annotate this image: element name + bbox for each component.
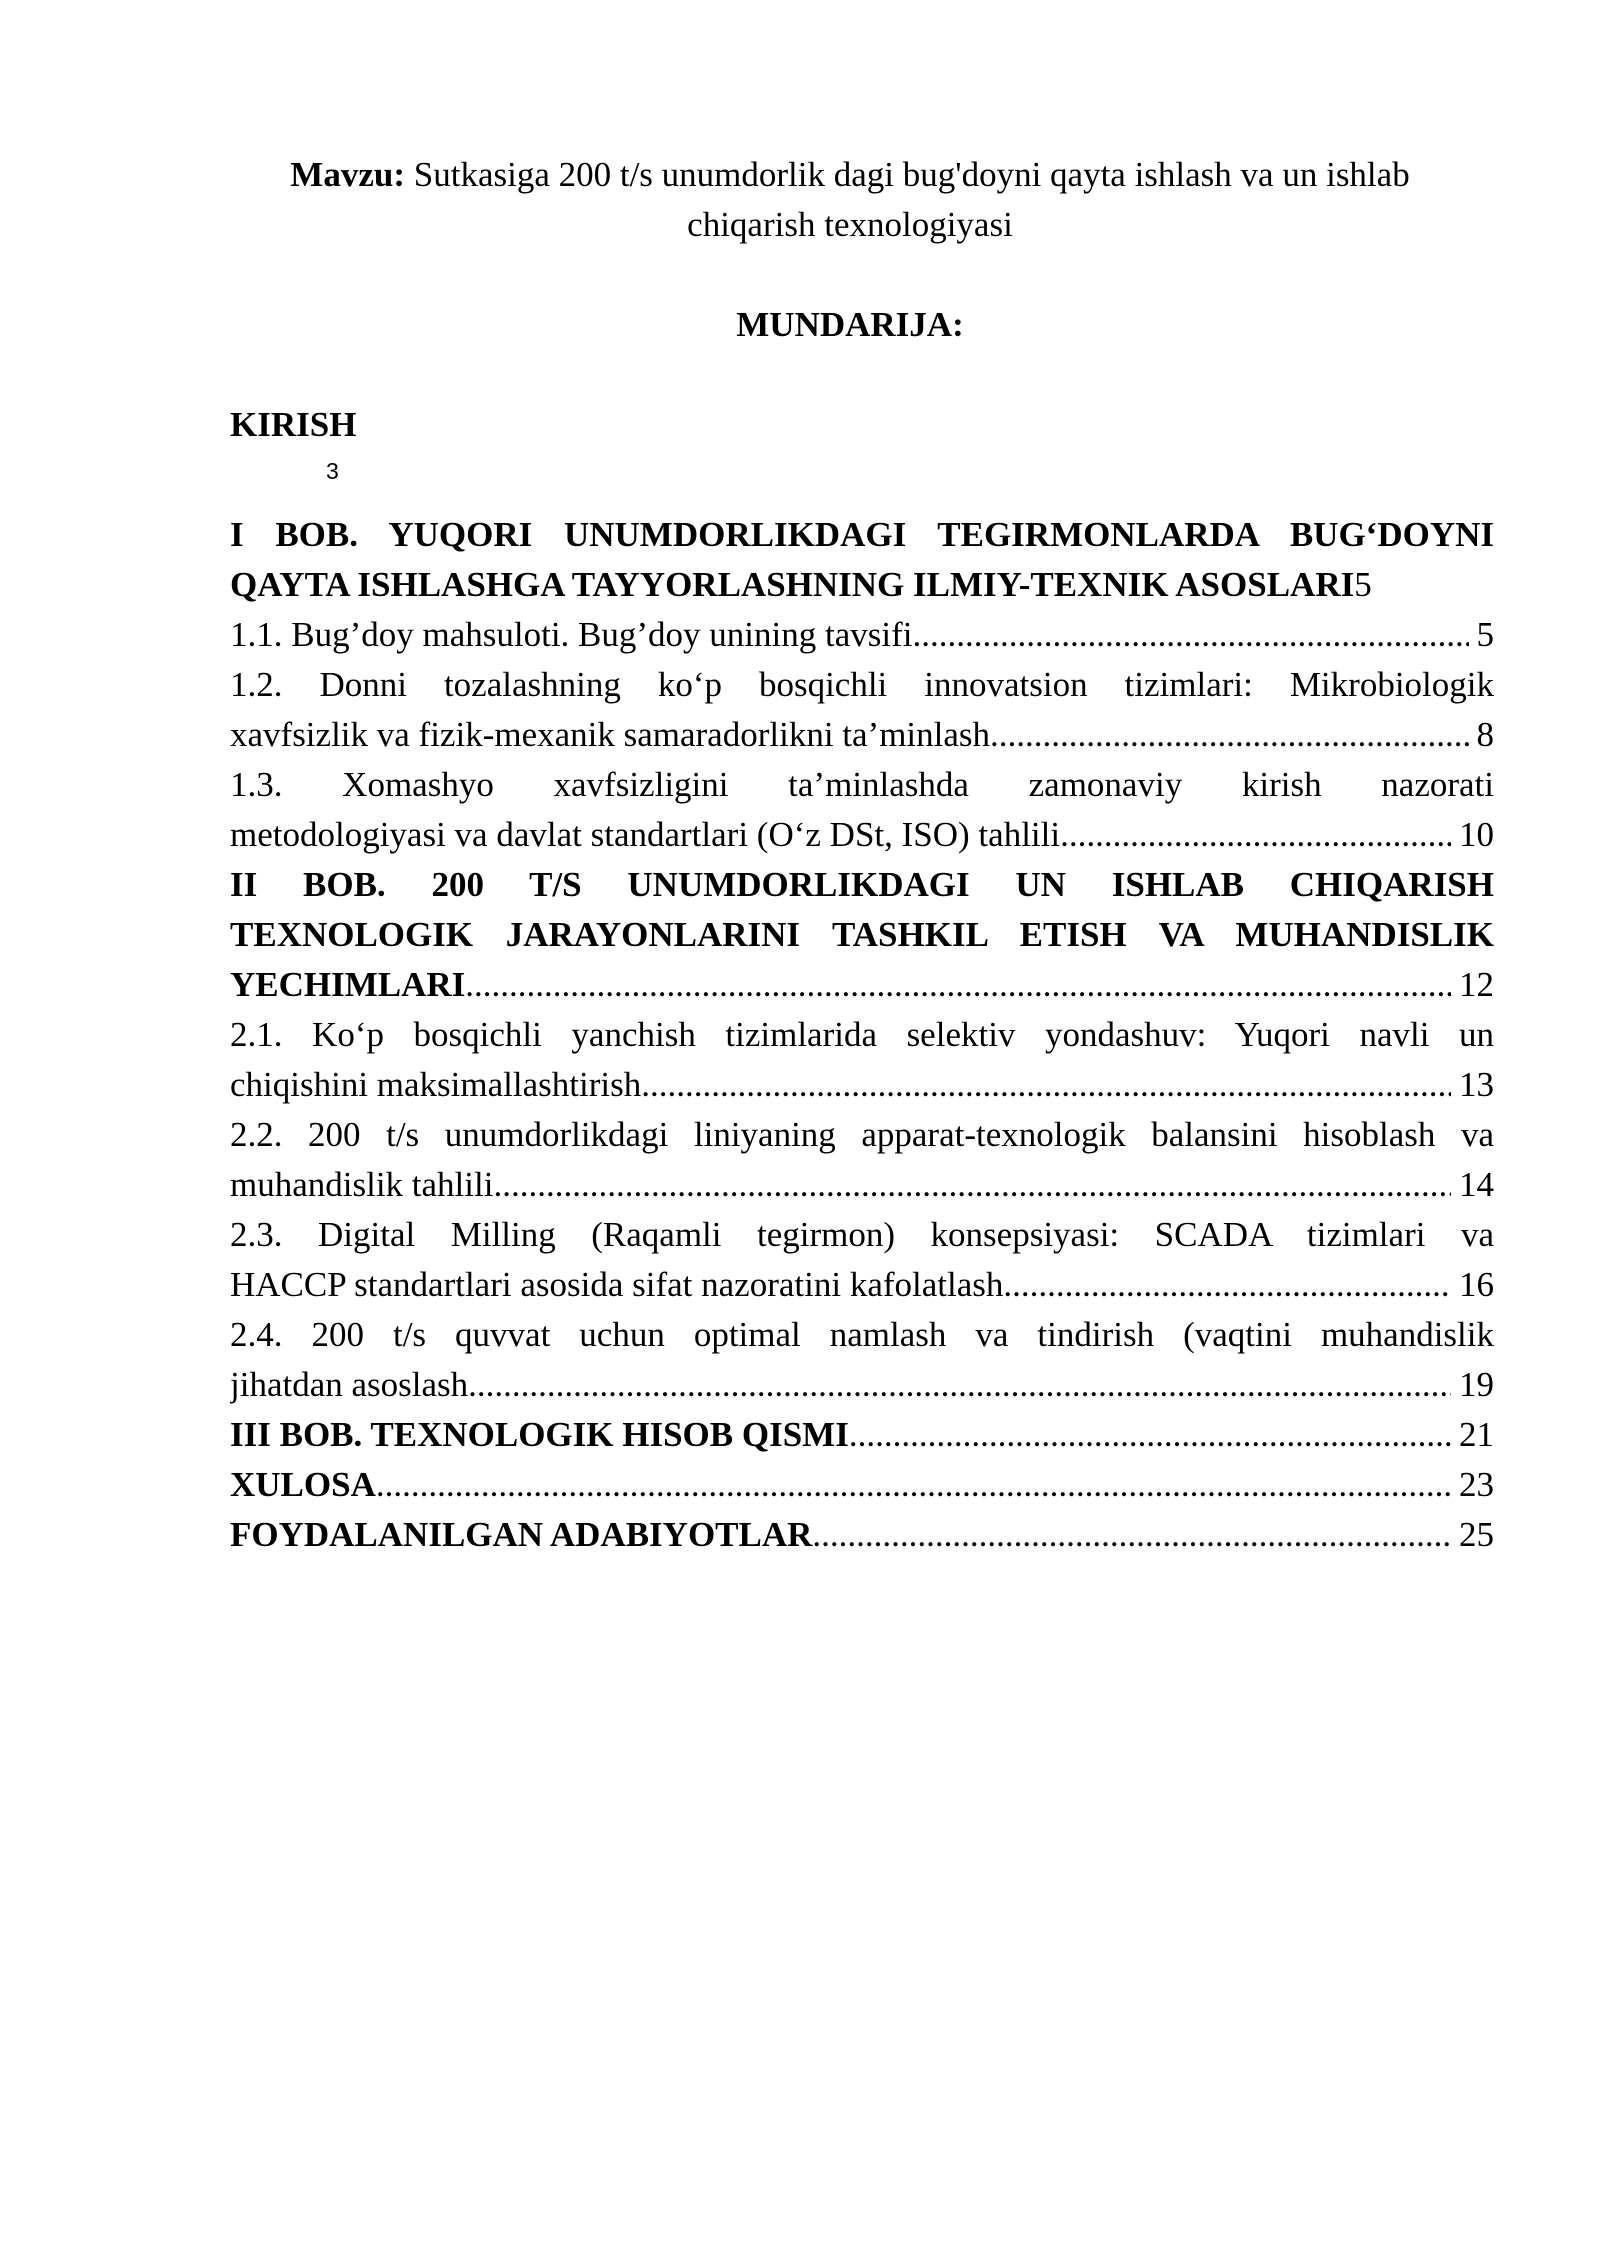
toc-page-number: 5 bbox=[1476, 615, 1494, 654]
dot-leader bbox=[1003, 1260, 1451, 1310]
toc-entry-text: HACCP standartlari asosida sifat nazoratini kafolatlash bbox=[230, 1265, 1004, 1304]
toc-entry-text: QAYTA ISHLASHGA TAYYORLASHNING ILMIY-TEXNIK ASOSLARI bbox=[230, 565, 1355, 604]
toc-page-number: 13 bbox=[1459, 1065, 1494, 1104]
toc-entry-text: 1.1. Bug’doy mahsuloti. Bug’doy unining tavsifi bbox=[230, 615, 913, 654]
toc-entry-line bbox=[230, 1460, 1494, 1510]
toc-entry-line: I BOB. YUQORI UNUMDORLIKDAGI TEGIRMONLARDA BUG‘DOYNI bbox=[230, 515, 1494, 554]
toc-entry-text: III BOB. TEXNOLOGIK HISOB QISMI bbox=[230, 1415, 849, 1454]
dot-leader bbox=[493, 1160, 1451, 1210]
toc-entry-kirish-page: 3 bbox=[326, 458, 339, 484]
toc-entry-2-3 bbox=[230, 1210, 1494, 1310]
toc-entry-line bbox=[230, 810, 1494, 860]
toc-entry-line bbox=[230, 1260, 1494, 1310]
topic-label: Mavzu: bbox=[290, 155, 405, 194]
toc-entry-line: TEXNOLOGIK JARAYONLARINI TASHKIL ETISH VA MUHANDISLIK bbox=[230, 915, 1494, 954]
toc-entry-line: 1.2. Donni tozalashning ko‘p bosqichli innovatsion tizimlari: Mikrobiologik bbox=[230, 665, 1494, 704]
toc-entry-2-1 bbox=[230, 1010, 1494, 1110]
toc-entry-line bbox=[230, 710, 1494, 760]
dot-leader bbox=[912, 610, 1468, 660]
toc-entry-text: jihatdan asoslash bbox=[230, 1365, 469, 1404]
dot-leader bbox=[465, 960, 1451, 1010]
toc-page-number: 14 bbox=[1459, 1165, 1494, 1204]
dot-leader bbox=[849, 1410, 1451, 1460]
toc-entry-bob2 bbox=[230, 860, 1494, 1010]
dot-leader bbox=[376, 1460, 1451, 1510]
toc-page-number: 19 bbox=[1459, 1365, 1494, 1404]
dot-leader bbox=[468, 1360, 1451, 1410]
toc-entry-text: XULOSA bbox=[230, 1465, 376, 1504]
toc-entry-text: YECHIMLARI bbox=[230, 965, 466, 1004]
toc-entry-line bbox=[230, 1160, 1494, 1210]
toc-entry-text: chiqishini maksimallashtirish bbox=[230, 1065, 642, 1104]
table-of-contents bbox=[230, 510, 1494, 1560]
toc-entry-text: xavfsizlik va fizik-mexanik samaradorlikni ta’minlash bbox=[230, 715, 991, 754]
topic-text: Sutkasiga 200 t/s unumdorlik dagi bug'doyni qayta ishlash va un ishlab chiqarish texnologiyasi bbox=[405, 155, 1410, 244]
toc-entry-line: II BOB. 200 T/S UNUMDORLIKDAGI UN ISHLAB CHIQARISH bbox=[230, 865, 1494, 904]
toc-entry-1-3 bbox=[230, 760, 1494, 860]
toc-page-number: 8 bbox=[1476, 715, 1494, 754]
toc-entry-1-2 bbox=[230, 660, 1494, 760]
dot-leader bbox=[1060, 810, 1451, 860]
toc-entry-kirish-title: KIRISH bbox=[230, 405, 357, 444]
toc-entry-line: 2.3. Digital Milling (Raqamli tegirmon) konsepsiyasi: SCADA tizimlari va bbox=[230, 1215, 1494, 1254]
toc-entry-line: 1.3. Xomashyo xavfsizligini ta’minlashda zamonaviy kirish nazorati bbox=[230, 765, 1494, 804]
toc-entry-2-4 bbox=[230, 1310, 1494, 1410]
toc-entry-line: 2.4. 200 t/s quvvat uchun optimal namlash va tindirish (vaqtini muhandislik bbox=[230, 1315, 1494, 1354]
toc-entry-line: 2.2. 200 t/s unumdorlikdagi liniyaning apparat-texnologik balansini hisoblash va bbox=[230, 1115, 1494, 1154]
toc-entry-adabiyotlar bbox=[230, 1510, 1494, 1560]
toc-heading: MUNDARIJA: bbox=[736, 305, 964, 344]
toc-entry-2-2 bbox=[230, 1110, 1494, 1210]
dot-leader bbox=[990, 710, 1468, 760]
document-topic bbox=[230, 150, 1470, 250]
toc-entry-line bbox=[230, 1510, 1494, 1560]
toc-page-number: 10 bbox=[1459, 815, 1494, 854]
dot-leader bbox=[812, 1510, 1451, 1560]
toc-page-number: 25 bbox=[1459, 1515, 1494, 1554]
toc-entry-line bbox=[230, 1410, 1494, 1460]
toc-entry-1-1 bbox=[230, 610, 1494, 660]
toc-entry-line bbox=[230, 960, 1494, 1010]
toc-entry-xulosa bbox=[230, 1460, 1494, 1510]
toc-entry-text: FOYDALANILGAN ADABIYOTLAR bbox=[230, 1515, 813, 1554]
toc-entry-text: metodologiyasi va davlat standartlari (O‘z DSt, ISO) tahlili bbox=[230, 815, 1061, 854]
toc-page-number: 12 bbox=[1459, 965, 1494, 1004]
toc-entry-text: muhandislik tahlili bbox=[230, 1165, 494, 1204]
toc-entry-bob3 bbox=[230, 1410, 1494, 1460]
toc-entry-line bbox=[230, 1060, 1494, 1110]
toc-page-number: 23 bbox=[1459, 1465, 1494, 1504]
dot-leader bbox=[641, 1060, 1451, 1110]
toc-entry-line: 2.1. Ko‘p bosqichli yanchish tizimlarida selektiv yondashuv: Yuqori navli un bbox=[230, 1015, 1494, 1054]
toc-entry-line bbox=[230, 1360, 1494, 1410]
toc-entry-line bbox=[230, 560, 1494, 610]
toc-page-number: 16 bbox=[1459, 1265, 1494, 1304]
toc-page-number: 5 bbox=[1354, 565, 1372, 604]
toc-page-number: 21 bbox=[1459, 1415, 1494, 1454]
toc-entry-bob1 bbox=[230, 510, 1494, 610]
toc-entry-line bbox=[230, 610, 1494, 660]
